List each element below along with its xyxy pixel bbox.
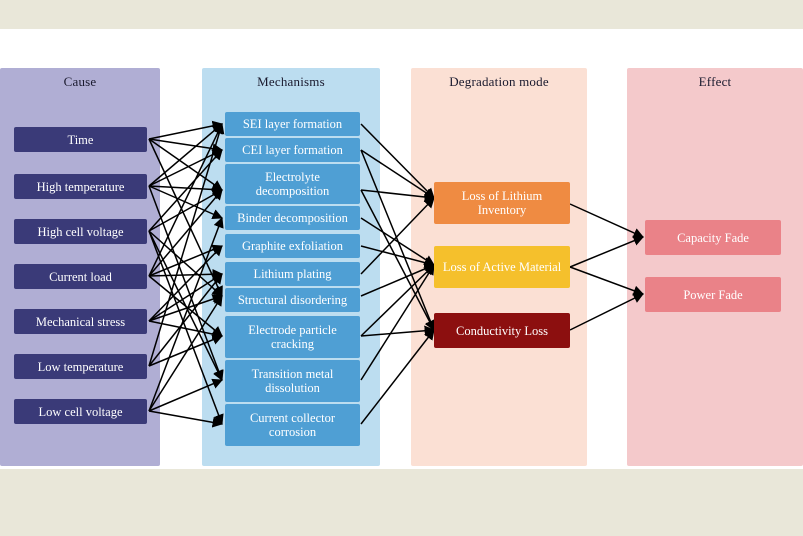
node-effect-power-fade[interactable]: Power Fade — [645, 277, 781, 312]
node-mechanism-electrode-particle-cracking[interactable]: Electrode particle cracking — [225, 316, 360, 358]
column-title-effect: Effect — [698, 74, 732, 89]
node-mechanism-electrolyte-decomposition[interactable]: Electrolyte decomposition — [225, 164, 360, 204]
node-mechanism-lithium-plating[interactable]: Lithium plating — [225, 262, 360, 286]
node-mechanism-structural-disordering[interactable]: Structural disordering — [225, 288, 360, 312]
node-mechanism-transition-metal-dissolution[interactable]: Transition metal dissolution — [225, 360, 360, 402]
node-mechanism-cei-layer-formation[interactable]: CEI layer formation — [225, 138, 360, 162]
node-mechanism-sei-layer-formation[interactable]: SEI layer formation — [225, 112, 360, 136]
node-degradation-loss-of-active-material[interactable]: Loss of Active Material — [434, 246, 570, 288]
node-mechanism-current-collector-corrosion[interactable]: Current collector corrosion — [225, 404, 360, 446]
node-cause-mechanical-stress[interactable]: Mechanical stress — [14, 309, 147, 334]
column-title-cause: Cause — [63, 74, 97, 89]
node-degradation-loss-of-lithium-inventory[interactable]: Loss of Lithium Inventory — [434, 182, 570, 224]
node-cause-time[interactable]: Time — [14, 127, 147, 152]
node-cause-high-temperature[interactable]: High temperature — [14, 174, 147, 199]
node-mechanism-graphite-exfoliation[interactable]: Graphite exfoliation — [225, 234, 360, 258]
node-effect-capacity-fade[interactable]: Capacity Fade — [645, 220, 781, 255]
node-mechanism-binder-decomposition[interactable]: Binder decomposition — [225, 206, 360, 230]
column-title-mechanisms: Mechanisms — [257, 74, 325, 89]
node-degradation-conductivity-loss[interactable]: Conductivity Loss — [434, 313, 570, 348]
node-cause-low-cell-voltage[interactable]: Low cell voltage — [14, 399, 147, 424]
node-cause-current-load[interactable]: Current load — [14, 264, 147, 289]
node-cause-high-cell-voltage[interactable]: High cell voltage — [14, 219, 147, 244]
column-band-effect — [627, 68, 803, 466]
column-title-degradation-mode: Degradation mode — [449, 74, 549, 89]
node-cause-low-temperature[interactable]: Low temperature — [14, 354, 147, 379]
